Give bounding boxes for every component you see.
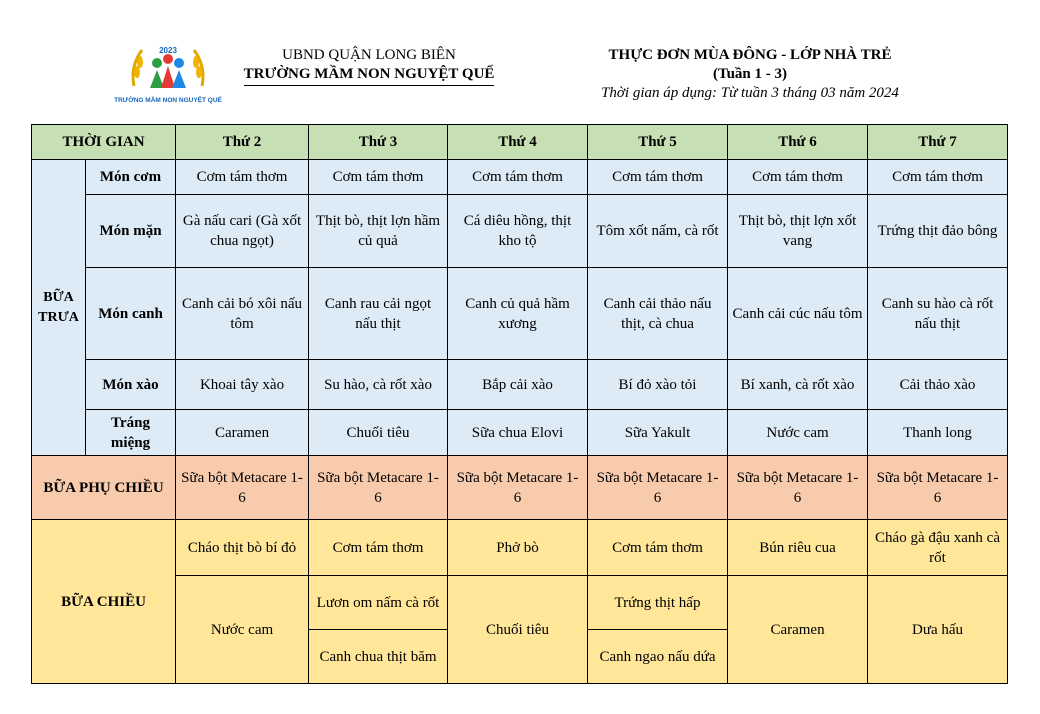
menu-cell: Cơm tám thơm xyxy=(588,160,728,195)
menu-cell: Lươn om nấm cà rốt xyxy=(309,576,448,630)
dish-type: Món mặn xyxy=(86,195,176,268)
lunch-row-dessert xyxy=(32,410,1008,456)
menu-cell: Cháo gà đậu xanh cà rốt xyxy=(868,520,1008,576)
menu-cell: Cơm tám thơm xyxy=(309,520,448,576)
menu-cell: Nước cam xyxy=(728,410,868,456)
menu-cell: Cơm tám thơm xyxy=(588,520,728,576)
dinner-label: BỮA CHIỀU xyxy=(32,520,176,684)
menu-cell: Trứng thịt đảo bông xyxy=(868,195,1008,268)
menu-cell: Canh củ quả hầm xương xyxy=(448,268,588,360)
organization-block xyxy=(224,46,514,86)
menu-cell: Bí đỏ xào tỏi xyxy=(588,360,728,410)
school-logo xyxy=(112,36,224,112)
menu-cell: Su hào, cà rốt xào xyxy=(309,360,448,410)
menu-cell: Sữa bột Metacare 1- 6 xyxy=(868,456,1008,520)
menu-cell: Gà nấu cari (Gà xốt chua ngọt) xyxy=(176,195,309,268)
time-header: THỜI GIAN xyxy=(32,125,176,160)
menu-cell: Sữa bột Metacare 1- 6 xyxy=(176,456,309,520)
menu-cell: Canh chua thịt băm xyxy=(309,630,448,684)
logo-text: TRƯỜNG MẦM NON NGUYỆT QUẾ xyxy=(114,97,222,104)
applied-date: Thời gian áp dụng: Từ tuần 3 tháng 03 năm 2024 xyxy=(601,85,899,101)
menu-cell: Phở bò xyxy=(448,520,588,576)
dinner-row-spacer xyxy=(32,576,1008,586)
menu-cell: Canh cải cúc nấu tôm xyxy=(728,268,868,360)
day-header: Thứ 7 xyxy=(868,125,1008,160)
lunch-row-stirfry xyxy=(32,360,1008,410)
menu-cell: Caramen xyxy=(728,576,868,684)
menu-cell: Sữa Yakult xyxy=(588,410,728,456)
snack-label: BỮA PHỤ CHIỀU xyxy=(32,456,176,520)
dinner-row-main xyxy=(32,520,1008,576)
menu-cell: Sữa bột Metacare 1- 6 xyxy=(728,456,868,520)
lunch-label: BỮA TRƯA xyxy=(32,160,86,456)
day-header: Thứ 3 xyxy=(309,125,448,160)
dish-type: Tráng miệng xyxy=(86,410,176,456)
school-name: TRƯỜNG MẦM NON NGUYỆT QUẾ xyxy=(244,65,495,86)
menu-cell: Sữa chua Elovi xyxy=(448,410,588,456)
menu-cell: Cháo thịt bò bí đỏ xyxy=(176,520,309,576)
menu-cell: Bí xanh, cà rốt xào xyxy=(728,360,868,410)
menu-title-block xyxy=(548,46,952,103)
snack-row xyxy=(32,456,1008,520)
menu-cell: Chuối tiêu xyxy=(309,410,448,456)
menu-cell: Dưa hấu xyxy=(868,576,1008,684)
menu-cell: Cơm tám thơm xyxy=(868,160,1008,195)
lunch-row-rice xyxy=(32,160,1008,195)
menu-cell: Sữa bột Metacare 1- 6 xyxy=(448,456,588,520)
district-name: UBND QUẬN LONG BIÊN xyxy=(282,47,456,63)
menu-cell: Khoai tây xào xyxy=(176,360,309,410)
menu-table xyxy=(31,124,1008,684)
menu-cell: Thịt bò, thịt lợn hầm củ quả xyxy=(309,195,448,268)
menu-cell: Sữa bột Metacare 1- 6 xyxy=(309,456,448,520)
menu-cell: Cơm tám thơm xyxy=(309,160,448,195)
menu-cell: Canh rau cải ngọt nấu thịt xyxy=(309,268,448,360)
header-row xyxy=(32,125,1008,160)
menu-cell: Trứng thịt hấp xyxy=(588,576,728,630)
dish-type: Món canh xyxy=(86,268,176,360)
day-header: Thứ 2 xyxy=(176,125,309,160)
day-header: Thứ 4 xyxy=(448,125,588,160)
menu-cell: Sữa bột Metacare 1- 6 xyxy=(588,456,728,520)
menu-cell: Nước cam xyxy=(176,576,309,684)
menu-cell: Canh ngao nấu dứa xyxy=(588,630,728,684)
menu-cell: Cơm tám thơm xyxy=(448,160,588,195)
menu-cell: Chuối tiêu xyxy=(448,576,588,684)
dish-type: Món cơm xyxy=(86,160,176,195)
menu-cell: Thịt bò, thịt lợn xốt vang xyxy=(728,195,868,268)
lunch-row-main xyxy=(32,195,1008,268)
menu-cell: Canh cải bó xôi nấu tôm xyxy=(176,268,309,360)
logo-year: 2023 xyxy=(159,46,177,55)
menu-title: THỰC ĐƠN MÙA ĐÔNG - LỚP NHÀ TRẺ xyxy=(608,47,892,63)
menu-cell: Cá diêu hồng, thịt kho tộ xyxy=(448,195,588,268)
day-header: Thứ 5 xyxy=(588,125,728,160)
menu-cell: Bún riêu cua xyxy=(728,520,868,576)
lunch-row-soup xyxy=(32,268,1008,360)
menu-cell: Tôm xốt nấm, cà rốt xyxy=(588,195,728,268)
menu-cell: Caramen xyxy=(176,410,309,456)
menu-subtitle: (Tuần 1 - 3) xyxy=(712,66,788,82)
menu-cell: Canh su hào cà rốt nấu thịt xyxy=(868,268,1008,360)
menu-cell: Bắp cải xào xyxy=(448,360,588,410)
dish-type: Món xào xyxy=(86,360,176,410)
menu-cell: Thanh long xyxy=(868,410,1008,456)
menu-cell: Cơm tám thơm xyxy=(176,160,309,195)
menu-cell: Cải thảo xào xyxy=(868,360,1008,410)
menu-cell: Cơm tám thơm xyxy=(728,160,868,195)
menu-cell: Canh cải thảo nấu thịt, cà chua xyxy=(588,268,728,360)
day-header: Thứ 6 xyxy=(728,125,868,160)
